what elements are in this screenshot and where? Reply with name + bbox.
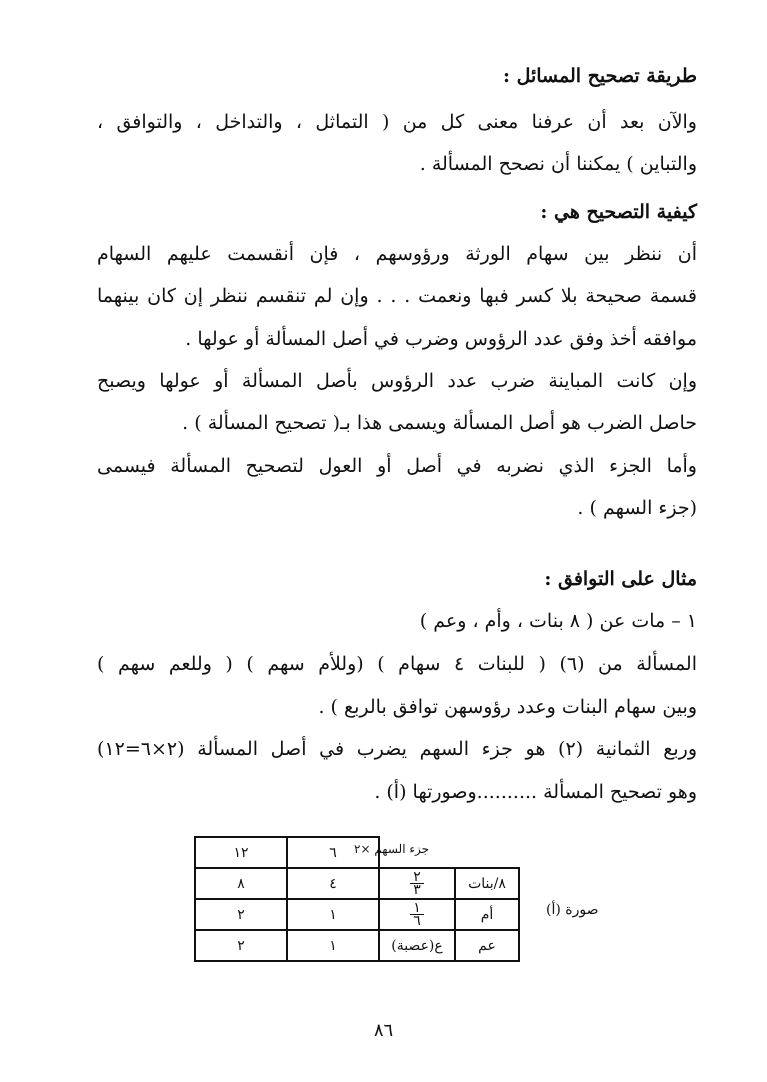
share-cell [379, 868, 455, 899]
corrected-cell: ٢ [195, 930, 287, 961]
paragraph-line: ١ – مات عن ( ٨ بنات ، وأم ، وعم ) [419, 610, 697, 632]
corrected-cell: ٢ [195, 899, 287, 930]
table-row [195, 899, 519, 930]
paragraph-line: (جزء السهم ) . [577, 497, 697, 519]
corrected-cell: ٨ [195, 868, 287, 899]
share-cell: ع(عصبة) [379, 930, 455, 961]
share-part-header: جزء السهم ×٢ [354, 842, 430, 856]
heading-correction-method: طريقة تصحيح المسائل : [502, 65, 697, 87]
table-row [195, 868, 519, 899]
origin-cell: ٤ [287, 868, 379, 899]
paragraph-line: والتباين ) يمكننا أن نصحح المسألة . [419, 153, 697, 175]
inheritance-table [194, 836, 520, 962]
paragraph-line: وإن كانت المباينة ضرب عدد الرؤوس بأصل المسألة أو عولها ويصبح [97, 370, 697, 392]
paragraph-line: أن ننظر بين سهام الورثة ورؤوسهم ، فإن أنقسمت عليهم السهام [97, 243, 697, 265]
heir-cell: ٨/بنات [455, 868, 519, 899]
table-row [195, 930, 519, 961]
table-header-row [195, 837, 519, 868]
heading-example: مثال على التوافق : [544, 568, 697, 590]
origin-header: ٦ [287, 837, 379, 868]
paragraph-line: والآن بعد أن عرفنا معنى كل من ( التماثل ، والتداخل ، والتوافق ، [97, 111, 697, 133]
paragraph-line: وبين سهام البنات وعدد رؤوسهن توافق بالربع ) . [318, 696, 697, 718]
page-number: ٨٦ [373, 1020, 394, 1041]
paragraph-line: وربع الثمانية (٢) هو جزء السهم يضرب في أصل المسألة (٢×٦=١٢) [97, 738, 698, 760]
paragraph-line: قسمة صحيحة بلا كسر فبها ونعمت . . . وإن لم تنقسم ننظر إن كان بينهما [97, 285, 697, 307]
share-fraction: $\frac{٢}{٣}$ [410, 871, 424, 896]
heir-cell: عم [455, 930, 519, 961]
heir-cell: أم [455, 899, 519, 930]
paragraph-line: موافقه أخذ وفق عدد الرؤوس وضرب في أصل المسألة أو عولها . [185, 328, 697, 350]
corrected-header: ١٢ [195, 837, 287, 868]
origin-cell: ١ [287, 899, 379, 930]
share-fraction: $\frac{١}{٦}$ [410, 902, 424, 927]
figure-label: صورة (أ) [546, 902, 599, 918]
paragraph-line: حاصل الضرب هو أصل المسألة ويسمى هذا بـ( تصحيح المسألة ) . [182, 412, 697, 434]
origin-cell: ١ [287, 930, 379, 961]
paragraph-line: المسألة من (٦) ( للبنات ٤ سهام ) (وللأم سهم ) ( وللعم سهم ) [97, 653, 697, 675]
share-cell [379, 899, 455, 930]
paragraph-line: وهو تصحيح المسألة ..........وصورتها (أ) . [374, 781, 697, 803]
heading-how-to-correct: كيفية التصحيح هي : [540, 201, 697, 223]
paragraph-line: وأما الجزء الذي نضربه في أصل أو العول لتصحيح المسألة فيسمى [97, 455, 697, 477]
